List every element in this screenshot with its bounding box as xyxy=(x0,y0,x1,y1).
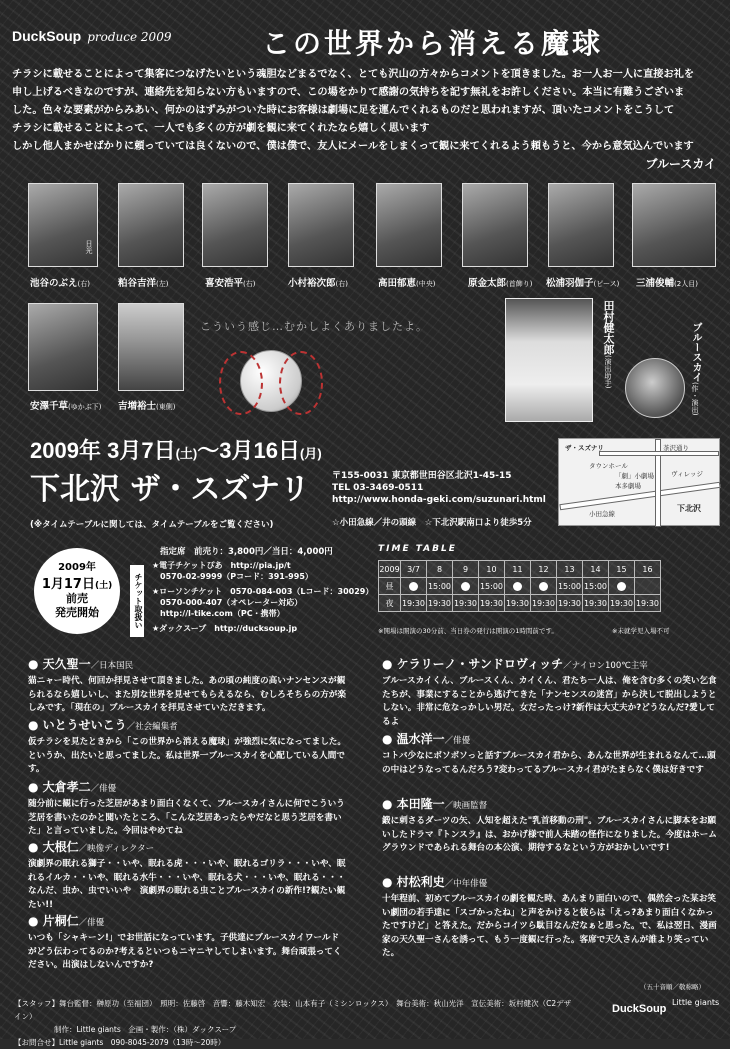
comment: ● 大倉孝二／俳優 随分前に観に行った芝居があまり面白くなくて、ブルースカイさんに何でこういう芝居を書いたのかと聞いたところ、「こんな芝居あったらやだなと思う芝居を書いた」と言っていました。今回はやめてね xyxy=(28,780,345,837)
timetable-footnote: ※開場は開演の30分前、当日券の発行は開演の1時間前です。 xyxy=(378,627,558,635)
timetable-footnote: ※未就学児入場不可 xyxy=(612,627,670,635)
comment-credit: （五十音順／敬称略） xyxy=(640,983,705,991)
cast-caption: 原金太郎(首飾り) xyxy=(468,278,533,289)
footer xyxy=(14,997,574,1049)
cast-photo xyxy=(288,183,354,267)
cast-caption: 安澤千草(ゆかぶ下) xyxy=(30,401,102,412)
map-road xyxy=(599,451,719,456)
cast-caption: 池谷のぶえ(右) xyxy=(30,278,90,289)
baseball-icon xyxy=(409,582,418,591)
ticket-vendor-pia[interactable]: ★電子チケットぴあ http://pia.jp/t xyxy=(152,561,291,570)
tagline: こういう感じ…むかしよくありましたよ。 xyxy=(200,320,428,333)
contact-info: 【お問合せ】Little giants 090-8045-2079（13時〜20時） xyxy=(14,1038,226,1047)
baseball-icon xyxy=(513,582,522,591)
writer-caption: ブルースカイ(作・演出) xyxy=(690,322,701,416)
produce-label: produce 2009 xyxy=(87,30,172,44)
production-credits: 制作：Little giants 企画・製作：（株）ダックスープ xyxy=(54,1025,237,1034)
baseball-icon xyxy=(461,582,470,591)
cast-photo xyxy=(202,183,268,267)
timetable-evening-row: 夜 19:30 19:30 19:30 19:30 19:30 19:30 19:30 19:30 19:30 19:30 xyxy=(379,595,661,612)
ticket-info xyxy=(130,545,370,557)
photo-sign-text: 日光 xyxy=(85,240,93,254)
director-caption: 田村健太郎(演出助手) xyxy=(602,300,615,389)
venue-access: ☆小田急線／井の頭線 ☆下北沢駅南口より徒歩5分 xyxy=(332,518,532,528)
ticket-vendors: ★電子チケットぴあ http://pia.jp/t 0570-02-9999（Pコード：391-995） ★ローソンチケット 0570-084-003（Lコード：30029） 0570-000-407（オペレーター対応） http://l-tike.com（PC・携帯） ★ダックスープ http://ducksoup.jp xyxy=(152,561,374,633)
cast-photo xyxy=(376,183,442,267)
venue-name: 下北沢 ザ・スズナリ xyxy=(30,472,310,507)
cast-caption: 粕谷吉洋(左) xyxy=(118,278,169,289)
baseball-icon xyxy=(240,350,302,412)
intro-line: した。色々な要素がからみあい、何かのはずみがついた時にお客様は劇場に足を運んでくれるものだと思われますが、頂いたコメントをこうして xyxy=(12,105,675,116)
cast-photo xyxy=(632,183,716,267)
comment: ● 温水洋一／俳優 コトバ少なにボソボソっと話すブルースカイ君から、あんな世界が生まれるなんて…頭の中はどうなってるんだろう?変わってるブルースカイ君がたまらなく僕は好きです xyxy=(382,732,716,775)
cast-photo xyxy=(118,303,184,391)
timetable xyxy=(378,560,661,612)
venue-map xyxy=(558,438,720,526)
cast-photo xyxy=(118,183,184,267)
cast-caption: 小村裕次郎(右) xyxy=(288,278,348,289)
intro-line: チラシに載せることによって集客につなげたいという魂胆などまるでなく、とても沢山の方々からコメントを頂きました。お一人お一人に直接お礼を xyxy=(12,69,695,80)
performance-dates: 2009年 3月7日(土)〜3月16日(月) xyxy=(30,438,322,463)
page-title: この世界から消える魔球 xyxy=(262,27,604,60)
baseball-icon xyxy=(617,582,626,591)
cast-caption: 高田郁恵(中央) xyxy=(378,278,436,289)
staff-credits: 【スタッフ】舞台監督：榊原功（至福団） 照明：佐藤啓 音響：藤木知宏 衣装：山本有子（ミシンロックス） 舞台美術：秋山光洋 宣伝美術：坂村健次（C2デザイン） xyxy=(14,999,572,1021)
map-label: ザ・スズナリ xyxy=(565,444,604,452)
cast-caption: 吉増裕士(東側) xyxy=(118,401,176,412)
writer-portrait xyxy=(625,358,685,418)
cast-photo xyxy=(462,183,528,267)
comment: ● 大根仁／映像ディレクター 演劇界の眠れる獅子・・いや、眠れる虎・・・いや、眠れるゴリラ・・・いや、眠れるイルカ・・いや、眠れる水牛・・・いや、眠れる犬・・・いや、眠れる・・・なんだ、虫か、虫でいいや 演劇界の眠れる虫ことブルースカイの新作!?観たい観たい!! xyxy=(28,840,346,910)
cast-photo xyxy=(548,183,614,267)
timetable-matinee-row: 昼 15:00 15:00 15:00 15:00 xyxy=(379,578,661,595)
map-label: タウンホール xyxy=(589,462,628,470)
map-label: 「劇」小劇場 xyxy=(615,472,654,480)
cast-caption: 松浦羽伽子(ピース) xyxy=(546,278,620,289)
little-giants-logo: Little giants xyxy=(672,998,720,1007)
venue-link[interactable]: http://www.honda-geki.com/suzunari.html xyxy=(332,495,546,505)
timetable-header-row: 2009 3/7 8 9 10 11 12 13 14 15 16 xyxy=(379,561,661,578)
brand-logo xyxy=(12,28,171,44)
intro-line: 申し上げるべきなのですが、連絡先を知らない方もいますので、この場をかりて感謝の気持ちを記す無礼をお許しください。本当に有難うございま xyxy=(12,87,685,98)
cast-caption: 喜安浩平(右) xyxy=(205,278,256,289)
ticket-vendor-lawson[interactable]: ★ローソンチケット 0570-084-003（Lコード：30029） xyxy=(152,587,374,596)
brand-name: DuckSoup xyxy=(12,28,82,44)
ticket-price: 指定席 前売り：3,800円／当日：4,000円 xyxy=(160,547,333,557)
map-label: 小田急線 xyxy=(589,510,615,518)
comment: ● いとうせいこう／社会編集者 仮チラシを見たときから「この世界から消える魔球」が強烈に気になってました。というか、出たいと思ってました。私は世界一ブルースカイを心配している人間です。 xyxy=(28,718,346,775)
cast-photo xyxy=(28,303,98,391)
presale-badge: 2009年 1月17日(土) 前売 発売開始 xyxy=(34,548,120,634)
timetable-title: TIME TABLE xyxy=(378,544,457,554)
director-portrait xyxy=(505,298,593,422)
venue-address: 〒155-0031 東京都世田谷区北沢1-45-15 TEL 03-3469-0511 http://www.honda-geki.com/suzunari.html xyxy=(332,471,546,505)
ducksoup-logo: DuckSoup xyxy=(612,1003,667,1015)
map-label: ヴィレッジ xyxy=(671,470,704,478)
ticket-vendor-ducksoup[interactable]: ★ダックスープ http://ducksoup.jp xyxy=(152,624,298,633)
comment: ● 本田隆一／映画監督 鍛に刺さるダーツの矢、人知を超えた"乳首移動の刑"。ブルースカイさんに脚本をお願いしたドラマ『トンスラ』は、おかげ様で前人未踏の怪作になりました。今度はホームグラウンドであられる舞台の本公演、期待するなという方がおかしいです! xyxy=(382,797,717,854)
intro-text xyxy=(12,66,720,156)
comment: ● 天久聖一／日本国民 猫ニャー時代、何回か拝見させて頂きました。あの頃の純度の高いナンセンスが観られるなら嬉しいし、また別な世界を見せてもらえるなら、むしろそちらの方が楽しみです。「現在の」ブルースカイを拝見させていただきます。 xyxy=(28,657,346,714)
ticket-vendor-label: チケット取扱い xyxy=(130,565,144,637)
map-label: 下北沢 xyxy=(677,504,701,513)
timetable-note: (※タイムテーブルに関しては、タイムテーブルをご覧ください) xyxy=(30,520,274,530)
map-label: 本多劇場 xyxy=(615,482,641,490)
baseball-icon xyxy=(539,582,548,591)
intro-line: しかし他人まかせばかりに頼っていては良くないので、僕は僕で、友人にメールをしまくって観に来てくれるよう頼もうと、今から意気込んでいます xyxy=(12,141,694,152)
comment: ● 片桐仁／俳優 いつも「シャキーン!」でお世話になっています。子供達にブルースカイワールドがどう伝わってるのか?考えるといつもニヤニヤしてしまいます。舞台頑張ってください。出演はしないんですか? xyxy=(28,914,342,971)
map-label: 茶沢通り xyxy=(663,444,689,452)
intro-line: チラシに載せることによって、一人でも多くの方が劇を観に来てくれたなら嬉しく思います xyxy=(12,123,430,134)
intro-signature: ブルースカイ xyxy=(645,157,716,171)
cast-caption: 三浦俊輔(2人目) xyxy=(636,278,698,289)
comment: ● 村松利史／中年俳優 十年程前、初めてブルースカイの劇を観た時、あんまり面白いので、偶然会った某お笑い劇団の若手達に「スゴかったね」と声をかけると彼らは「えっ?あまり面白くなかったですけど」と答えた。だからコイツら駄目なんだなぁと思った。で、私は翌日、漫画家の天久聖一さんを誘って、もう一度観に行った。客席で天久さんが誰より笑っていた。 xyxy=(382,875,717,959)
cast-photo xyxy=(28,183,98,267)
comment: ● ケラリーノ・サンドロヴィッチ／ナイロン100℃主宰 ブルースカイくん、ブルースくん、カイくん、君たち一人は、俺を含む多くの笑い乞食たちが、事業にすることから逃げてきた「ナンセンスの迷宮」から決して脱出しようとしない。非常に危なっかしい男だ。女だったっけ?新作は大丈夫か?どうなんだ?愛してるよ xyxy=(382,657,717,727)
